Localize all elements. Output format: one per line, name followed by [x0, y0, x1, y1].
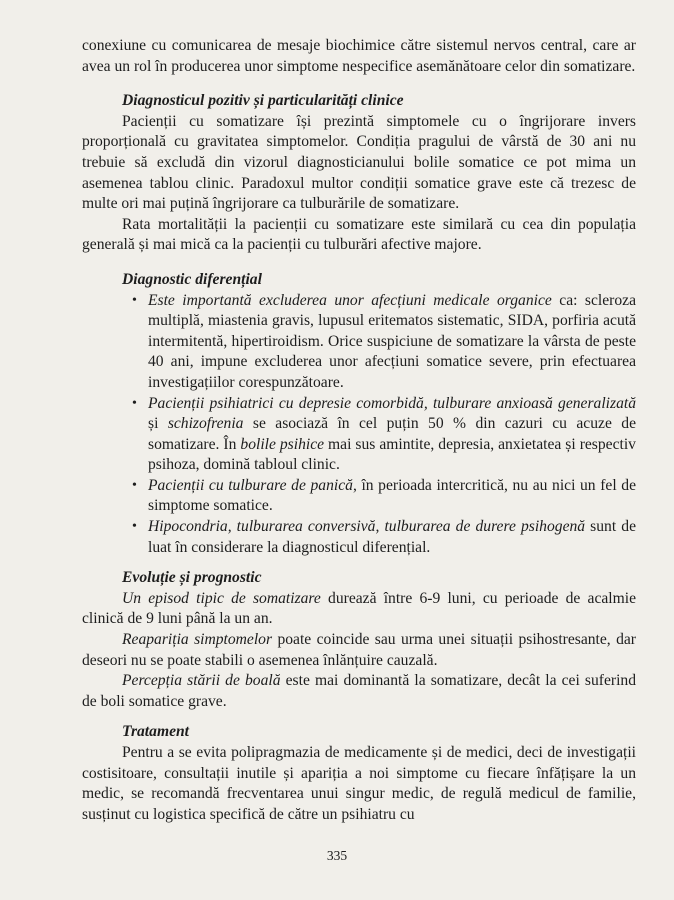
- paragraph-tratament-1: Pentru a se evita polipragmazia de medicamente și de medici, deci de investigații costisitoare, consultații inutile și apariția a noi simptome cu fiecare înfățișare la un medic, se recomandă frecventarea unui singur medic, de regulă medicul de familie, susținut cu logistica specifică de către un psihiatru cu: [82, 744, 636, 823]
- evolutie-2-text: poate coincide sau urma unei situații psihostresante, dar deseori nu se poate stabili o asemenea înlănțuire cauzală.: [82, 631, 636, 669]
- paragraph-evolutie-3: [82, 671, 636, 712]
- evolutie-1-text: durează între 6-9 luni, cu perioade de acalmie clinică de 9 luni până la un an.: [82, 589, 636, 628]
- evolutie-3-italic: Percepția stării de boală: [122, 672, 281, 690]
- bullet-icon: •: [132, 395, 137, 411]
- bullet-4-text: sunt de luat în considerare la diagnosticul diferențial.: [148, 518, 636, 556]
- list-item: [132, 517, 636, 558]
- bullet-2-italic-b: schizofrenia: [167, 415, 244, 433]
- bullet-icon: •: [132, 292, 137, 308]
- differential-list: [82, 291, 636, 559]
- heading-tratament: Tratament: [122, 723, 189, 741]
- evolutie-2-italic: Reapariția simptomelor: [122, 631, 273, 649]
- evolutie-3-text: este mai dominantă la somatizare, decât la cei suferind de boli somatice grave.: [82, 672, 636, 710]
- bullet-2-italic-a: Pacienții psihiatrici cu depresie comorbidă, tulburare anxioasă generalizată: [148, 394, 636, 412]
- bullet-2-end: mai sus amintite, depresia, anxietatea și respectiv psihoza, domină tabloul clinic.: [148, 435, 636, 474]
- bullet-1-text: ca: scleroza multiplă, miastenia gravis, lupusul eritematos sistematic, SIDA, porfiria acută intermitentă, hipertiroidism. Orice suspiciune de somatizare la vârsta de peste 40 ani, impune excluderea unor afecțiuni somatice severe, prin efectuarea investigațiilor corespunzătoare.: [148, 291, 636, 391]
- bullet-3-text: , în perioada intercritică, nu au nici un fel de simptome somatice.: [148, 476, 636, 515]
- bullet-icon: •: [132, 519, 137, 535]
- evolutie-1-italic: Un episod tipic de somatizare: [122, 589, 321, 607]
- page-number: 335: [326, 848, 348, 863]
- heading-evolutie: Evoluție și prognostic: [122, 569, 262, 587]
- intro-paragraph: conexiune cu comunicarea de mesaje biochimice către sistemul nervos central, care ar avea un rol în producerea unor simptome nespecifice asemănătoare celor din somatizare.: [82, 37, 636, 75]
- bullet-1-italic: Este importantă excluderea unor afecțiuni medicale organice: [148, 291, 552, 309]
- bullet-3-italic: Pacienții cu tulburare de panică: [148, 476, 353, 494]
- bullet-2-and: și: [148, 415, 168, 433]
- paragraph-diagnostic-pozitiv-2: Rata mortalității la pacienții cu somatizare este similară cu cea din populația generală și mai mică ca la pacienții cu tulburări afective majore.: [82, 215, 636, 254]
- paragraph-evolutie-2: [82, 630, 636, 671]
- heading-diagnostic-pozitiv: Diagnosticul pozitiv și particularități clinice: [122, 92, 404, 110]
- list-item: [132, 476, 636, 517]
- list-item: [132, 291, 636, 394]
- paragraph-diagnostic-pozitiv-1: Pacienții cu somatizare își prezintă simptomele cu o îngrijorare invers proporțională cu gravitatea simptomelor. Condiția pragului de vârstă de 30 ani nu trebuie să excludă din vizorul diagnosticianului bolile somatice ce pot mima un asemenea tablou clinic. Paradoxul multor condiții somatice grave este că trezesc de multe ori mai puțină îngrijorare ca tulburările de somatizare.: [82, 112, 636, 213]
- bullet-2-italic-c: bolile psihice: [240, 435, 325, 453]
- bullet-2-mid: se asociază în cel puțin 50 % din cazuri cu acuze de somatizare. În: [148, 415, 636, 453]
- list-item: [132, 394, 636, 476]
- paragraph-evolutie-1: [82, 589, 636, 630]
- bullet-4-italic: Hipocondria, tulburarea conversivă, tulburarea de durere psihogenă: [148, 518, 586, 536]
- bullet-icon: •: [132, 477, 137, 493]
- heading-diagnostic-diferential: Diagnostic diferențial: [122, 270, 262, 288]
